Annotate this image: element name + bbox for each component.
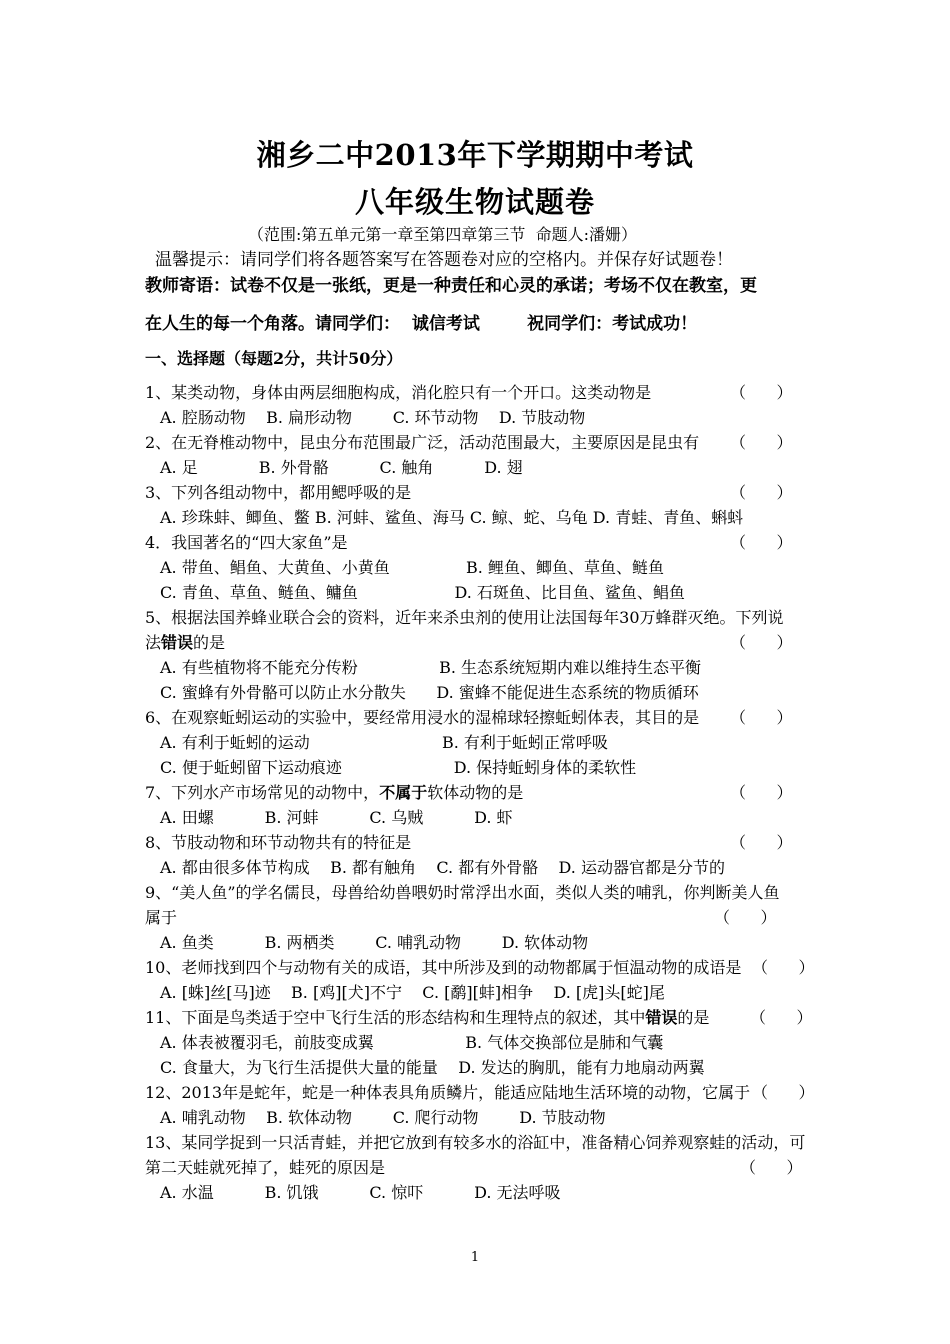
question-10: 10、老师找到四个与动物有关的成语，其中所涉及到的动物都属于恒温动物的成语是: [145, 958, 742, 977]
question-2-options: A. 足 B. 外骨骼 C. 触角 D. 翅: [160, 458, 523, 477]
question-3-options: A. 珍珠蚌、鲫鱼、鳖 B. 河蚌、鲨鱼、海马 C. 鲸、蛇、乌龟 D. 青蛙、青鱼、蝌蚪: [160, 508, 744, 527]
section-heading: 一、选择题（每题2分，共计50分）: [145, 349, 403, 368]
question-6-options-cd: C. 便于蚯蚓留下运动痕迹 D. 保持蚯蚓身体的柔软性: [160, 758, 637, 777]
page-number: 1: [470, 1250, 480, 1265]
answer-paren-4: （ ）: [730, 533, 793, 552]
question-10-options: A. [蛛]丝[马]迹 B. [鸡][犬]不宁 C. [鹬][蚌]相争 D. [虎]头[蛇]尾: [160, 983, 665, 1002]
question-9-line-2: 属于: [145, 908, 178, 927]
question-5-options-ab: A. 有些植物将不能充分传粉 B. 生态系统短期内难以维持生态平衡: [160, 658, 702, 677]
question-11: [145, 1008, 709, 1028]
question-4-options-ab: A. 带鱼、鲳鱼、大黄鱼、小黄鱼 B. 鲤鱼、鲫鱼、草鱼、鲢鱼: [160, 558, 664, 577]
answer-paren-6: （ ）: [730, 708, 793, 727]
answer-paren-3: （ ）: [730, 483, 793, 502]
q7-suffix: 软体动物的是: [427, 783, 524, 802]
question-8-options: A. 都由很多体节构成 B. 都有触角 C. 都有外骨骼 D. 运动器官都是分节的: [160, 858, 725, 877]
question-5-line-1: 5、根据法国养蜂业联合会的资料，近年来杀虫剂的使用让法国每年30万蜂群灭绝。下列说: [145, 608, 784, 627]
question-6-options-ab: A. 有利于蚯蚓的运动 B. 有利于蚯蚓正常呼吸: [160, 733, 608, 752]
answer-paren-10: （ ）: [752, 958, 815, 977]
answer-paren-5: （ ）: [730, 633, 793, 652]
question-4-options-cd: C. 青鱼、草鱼、鲢鱼、鳙鱼 D. 石斑鱼、比目鱼、鲨鱼、鲳鱼: [160, 583, 685, 602]
question-7: [145, 783, 523, 803]
exam-tip: 温馨提示：请同学们将各题答案写在答题卷对应的空格内。并保存好试题卷！: [155, 250, 733, 270]
question-1: 1、某类动物，身体由两层细胞构成，消化腔只有一个开口。这类动物是: [145, 383, 652, 402]
question-13-line-2: 第二天蛙就死掉了，蛙死的原因是: [145, 1158, 386, 1177]
exam-scope: （范围:第五单元第一章至第四章第三节 命题人:潘姗）: [248, 225, 637, 244]
q11-prefix: 11、下面是鸟类适于空中飞行生活的形态结构和生理特点的叙述，其中: [145, 1008, 646, 1027]
answer-paren-2: （ ）: [730, 433, 793, 452]
q11-suffix: 的是: [677, 1008, 710, 1027]
answer-paren-8: （ ）: [730, 833, 793, 852]
question-5-line-2: [145, 633, 225, 653]
question-8: 8、节肢动物和环节动物共有的特征是: [145, 833, 412, 852]
question-12: 12、2013年是蛇年，蛇是一种体表具角质鳞片，能适应陆地生活环境的动物，它属于: [145, 1083, 751, 1102]
teacher-message-line-2: 在人生的每一个角落。请同学们： 诚信考试 祝同学们：考试成功！: [145, 314, 698, 334]
question-1-options: A. 腔肠动物 B. 扁形动物 C. 环节动物 D. 节肢动物: [160, 408, 586, 427]
question-2: 2、在无脊椎动物中，昆虫分布范围最广泛，活动范围最大，主要原因是昆虫有: [145, 433, 700, 452]
answer-paren-11: （ ）: [750, 1008, 813, 1027]
teacher-message-line-1: 教师寄语：试卷不仅是一张纸，更是一种责任和心灵的承诺；考场不仅在教室，更: [145, 276, 757, 296]
answer-paren-9: （ ）: [714, 908, 777, 927]
q11-emphasis: 错误: [645, 1008, 678, 1027]
answer-paren-1: （ ）: [730, 383, 793, 402]
q5-emphasis: 错误: [161, 633, 194, 652]
question-5-options-cd: C. 蜜蜂有外骨骼可以防止水分散失 D. 蜜蜂不能促进生态系统的物质循环: [160, 683, 699, 702]
answer-paren-13: （ ）: [740, 1158, 803, 1177]
answer-paren-7: （ ）: [730, 783, 793, 802]
question-13-line-1: 13、某同学捉到一只活青蛙，并把它放到有较多水的浴缸中，准备精心饲养观察蛙的活动，可: [145, 1133, 806, 1152]
exam-title: 湘乡二中2013年下学期期中考试: [256, 138, 694, 172]
q5-prefix: 法: [145, 633, 162, 652]
q5-suffix: 的是: [193, 633, 226, 652]
exam-subtitle: 八年级生物试题卷: [354, 185, 595, 219]
question-12-options: A. 哺乳动物 B. 软体动物 C. 爬行动物 D. 节肢动物: [160, 1108, 606, 1127]
question-13-options: A. 水温 B. 饥饿 C. 惊吓 D. 无法呼吸: [160, 1183, 561, 1202]
q7-prefix: 7、下列水产市场常见的动物中，: [145, 783, 380, 802]
question-4: 4．我国著名的“四大家鱼”是: [145, 533, 348, 552]
question-9-options: A. 鱼类 B. 两栖类 C. 哺乳动物 D. 软体动物: [160, 933, 589, 952]
question-7-options: A. 田螺 B. 河蚌 C. 乌贼 D. 虾: [160, 808, 513, 827]
question-11-options-cd: C. 食量大，为飞行生活提供大量的能量 D. 发达的胸肌，能有力地扇动两翼: [160, 1058, 705, 1077]
answer-paren-12: （ ）: [752, 1083, 815, 1102]
question-6: 6、在观察蚯蚓运动的实验中，要经常用浸水的湿棉球轻擦蚯蚓体表，其目的是: [145, 708, 700, 727]
question-3: 3、下列各组动物中，都用鳃呼吸的是: [145, 483, 412, 502]
question-11-options-ab: A. 体表被覆羽毛，前肢变成翼 B. 气体交换部位是肺和气囊: [160, 1033, 664, 1052]
q7-emphasis: 不属于: [379, 783, 428, 802]
question-9-line-1: 9、“美人鱼”的学名儒艮，母兽给幼兽喂奶时常浮出水面，类似人类的哺乳，你判断美人鱼: [145, 883, 780, 902]
